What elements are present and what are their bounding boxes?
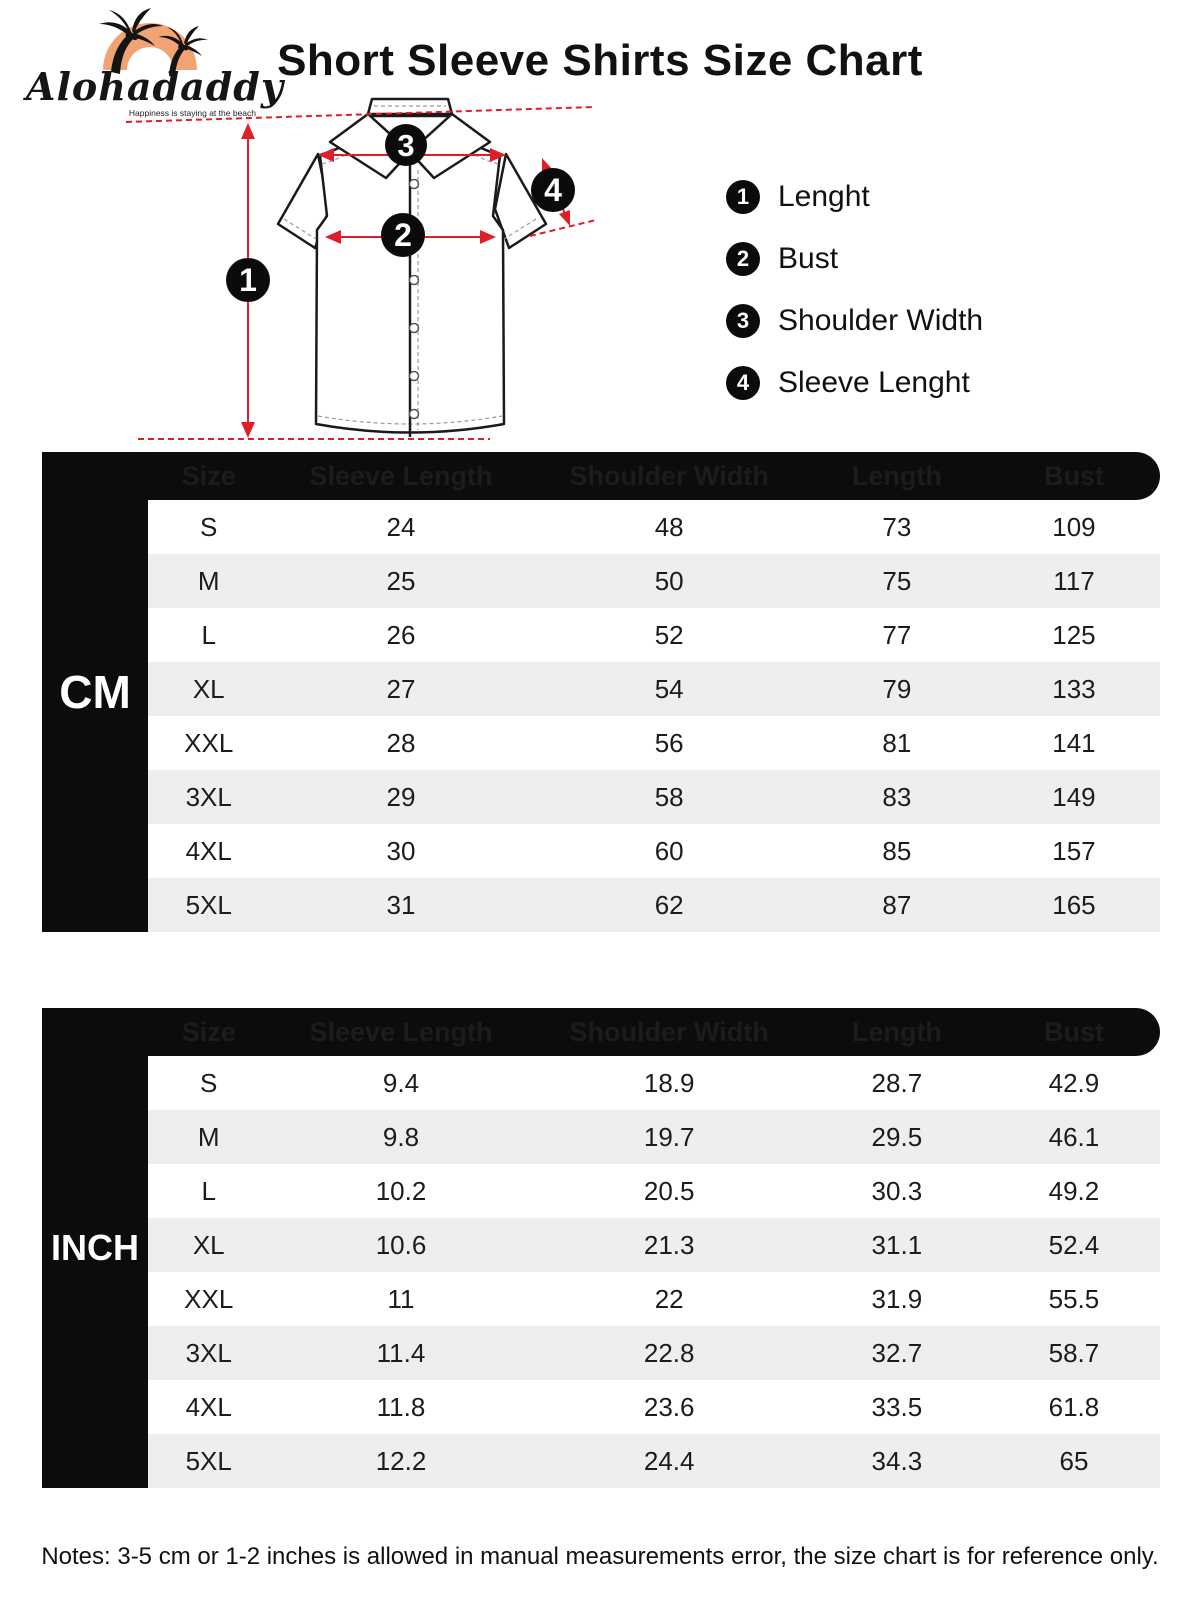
size-cell: XL (192, 1229, 225, 1260)
value-cell: 141 (1052, 727, 1096, 758)
legend-item (726, 242, 983, 276)
table-row (148, 1056, 1160, 1110)
value-cell: 28.7 (871, 1067, 923, 1098)
size-cell: XXL (184, 1283, 234, 1314)
legend-number-badge: 1 (726, 180, 760, 214)
legend-number-badge: 3 (726, 304, 760, 338)
column-header: Shoulder Width (569, 460, 769, 491)
table-row (148, 1326, 1160, 1380)
value-cell: 26 (386, 619, 416, 650)
table-row (148, 878, 1160, 932)
value-cell: 22.8 (643, 1337, 695, 1368)
value-cell: 29 (386, 781, 416, 812)
table-row (148, 824, 1160, 878)
value-cell: 117 (1053, 565, 1095, 596)
value-cell: 28 (386, 727, 416, 758)
shirt-measurement-diagram (118, 92, 598, 450)
column-header: Sleeve Length (309, 1016, 493, 1047)
brand-name: Alohadaddy (26, 64, 284, 109)
legend-item (726, 180, 983, 214)
unit-label-cm: CM (42, 452, 148, 932)
size-cell: 4XL (185, 835, 232, 866)
table-header-row (148, 1008, 1160, 1056)
measure-legend (726, 180, 983, 428)
legend-number-badge: 2 (726, 242, 760, 276)
value-cell: 165 (1052, 889, 1096, 920)
value-cell: 65 (1059, 1445, 1089, 1476)
value-cell: 81 (882, 727, 912, 758)
legend-number-badge: 4 (726, 366, 760, 400)
table-row (148, 500, 1160, 554)
value-cell: 149 (1052, 781, 1096, 812)
size-table-cm (42, 452, 1160, 932)
size-cell: L (201, 1175, 216, 1206)
value-cell: 27 (386, 673, 416, 704)
value-cell: 32.7 (871, 1337, 923, 1368)
value-cell: 22 (654, 1283, 684, 1314)
table-row (148, 662, 1160, 716)
table-row (148, 608, 1160, 662)
badge-shoulder: 3 (397, 128, 415, 163)
value-cell: 9.8 (382, 1121, 420, 1152)
table-row (148, 770, 1160, 824)
legend-label: Shoulder Width (778, 304, 984, 337)
value-cell: 125 (1052, 619, 1096, 650)
size-cell: L (201, 619, 216, 650)
size-cell: M (197, 565, 220, 596)
value-cell: 109 (1052, 511, 1096, 542)
value-cell: 18.9 (643, 1067, 695, 1098)
brand-tagline: Happiness is staying at the beach (128, 108, 256, 118)
column-header: Bust (1043, 460, 1104, 491)
value-cell: 29.5 (871, 1121, 923, 1152)
table-row (148, 1164, 1160, 1218)
table-row (148, 1272, 1160, 1326)
size-cell: 3XL (185, 1337, 232, 1368)
table-body (148, 452, 1160, 932)
value-cell: 77 (882, 619, 912, 650)
legend-item (726, 366, 983, 400)
value-cell: 58.7 (1048, 1337, 1100, 1368)
size-cell: XXL (184, 727, 234, 758)
size-table-inch (42, 1008, 1160, 1488)
value-cell: 157 (1052, 835, 1096, 866)
size-cell: 4XL (185, 1391, 232, 1422)
value-cell: 60 (654, 835, 684, 866)
column-header: Shoulder Width (569, 1016, 769, 1047)
size-cell: 5XL (185, 1445, 232, 1476)
unit-label-inch: INCH (42, 1008, 148, 1488)
measurement-note: Notes: 3-5 cm or 1-2 inches is allowed in manual measurements error, the size chart is for reference only. (41, 1543, 1159, 1570)
value-cell: 75 (882, 565, 912, 596)
value-cell: 73 (882, 511, 912, 542)
value-cell: 61.8 (1048, 1391, 1100, 1422)
column-header: Sleeve Length (309, 460, 493, 491)
value-cell: 85 (882, 835, 912, 866)
value-cell: 55.5 (1048, 1283, 1100, 1314)
value-cell: 31.1 (871, 1229, 923, 1260)
size-cell: 3XL (185, 781, 232, 812)
value-cell: 23.6 (643, 1391, 695, 1422)
badge-sleeve: 4 (544, 172, 562, 208)
size-cell: M (197, 1121, 220, 1152)
value-cell: 31 (386, 889, 416, 920)
table-row (148, 1380, 1160, 1434)
value-cell: 42.9 (1048, 1067, 1100, 1098)
value-cell: 62 (654, 889, 684, 920)
value-cell: 87 (882, 889, 912, 920)
value-cell: 25 (386, 565, 416, 596)
value-cell: 10.2 (375, 1175, 427, 1206)
column-header: Length (851, 1016, 942, 1047)
size-cell: XL (192, 673, 225, 704)
value-cell: 83 (882, 781, 912, 812)
table-row (148, 1218, 1160, 1272)
table-row (148, 1110, 1160, 1164)
value-cell: 33.5 (871, 1391, 923, 1422)
value-cell: 11.8 (376, 1391, 426, 1422)
value-cell: 24 (386, 511, 416, 542)
value-cell: 30 (386, 835, 416, 866)
legend-label: Lenght (778, 180, 870, 213)
value-cell: 30.3 (871, 1175, 923, 1206)
size-cell: 5XL (185, 889, 232, 920)
value-cell: 46.1 (1048, 1121, 1100, 1152)
value-cell: 24.4 (643, 1445, 695, 1476)
column-header: Length (851, 460, 942, 491)
value-cell: 52.4 (1048, 1229, 1100, 1260)
value-cell: 48 (654, 511, 684, 542)
value-cell: 9.4 (382, 1067, 420, 1098)
table-row (148, 554, 1160, 608)
value-cell: 10.6 (375, 1229, 427, 1260)
page-title: Short Sleeve Shirts Size Chart (277, 36, 923, 85)
column-header: Size (181, 460, 236, 491)
value-cell: 21.3 (643, 1229, 695, 1260)
value-cell: 133 (1052, 673, 1096, 704)
value-cell: 56 (654, 727, 684, 758)
value-cell: 58 (654, 781, 684, 812)
value-cell: 50 (654, 565, 684, 596)
value-cell: 19.7 (643, 1121, 695, 1152)
legend-label: Sleeve Lenght (778, 366, 970, 399)
size-cell: S (200, 511, 218, 542)
badge-length: 1 (239, 262, 257, 298)
table-body (148, 1008, 1160, 1488)
column-header: Size (181, 1016, 236, 1047)
legend-item (726, 304, 983, 338)
value-cell: 31.9 (871, 1283, 923, 1314)
column-header: Bust (1043, 1016, 1104, 1047)
value-cell: 52 (654, 619, 684, 650)
table-row (148, 1434, 1160, 1488)
value-cell: 54 (654, 673, 684, 704)
value-cell: 11 (387, 1283, 415, 1314)
value-cell: 79 (882, 673, 912, 704)
value-cell: 49.2 (1048, 1175, 1100, 1206)
legend-label: Bust (778, 242, 839, 275)
value-cell: 11.4 (376, 1337, 426, 1368)
badge-bust: 2 (394, 217, 412, 253)
value-cell: 20.5 (643, 1175, 695, 1206)
table-row (148, 716, 1160, 770)
value-cell: 34.3 (871, 1445, 923, 1476)
table-header-row (148, 452, 1160, 500)
value-cell: 12.2 (375, 1445, 427, 1476)
size-cell: S (200, 1067, 218, 1098)
